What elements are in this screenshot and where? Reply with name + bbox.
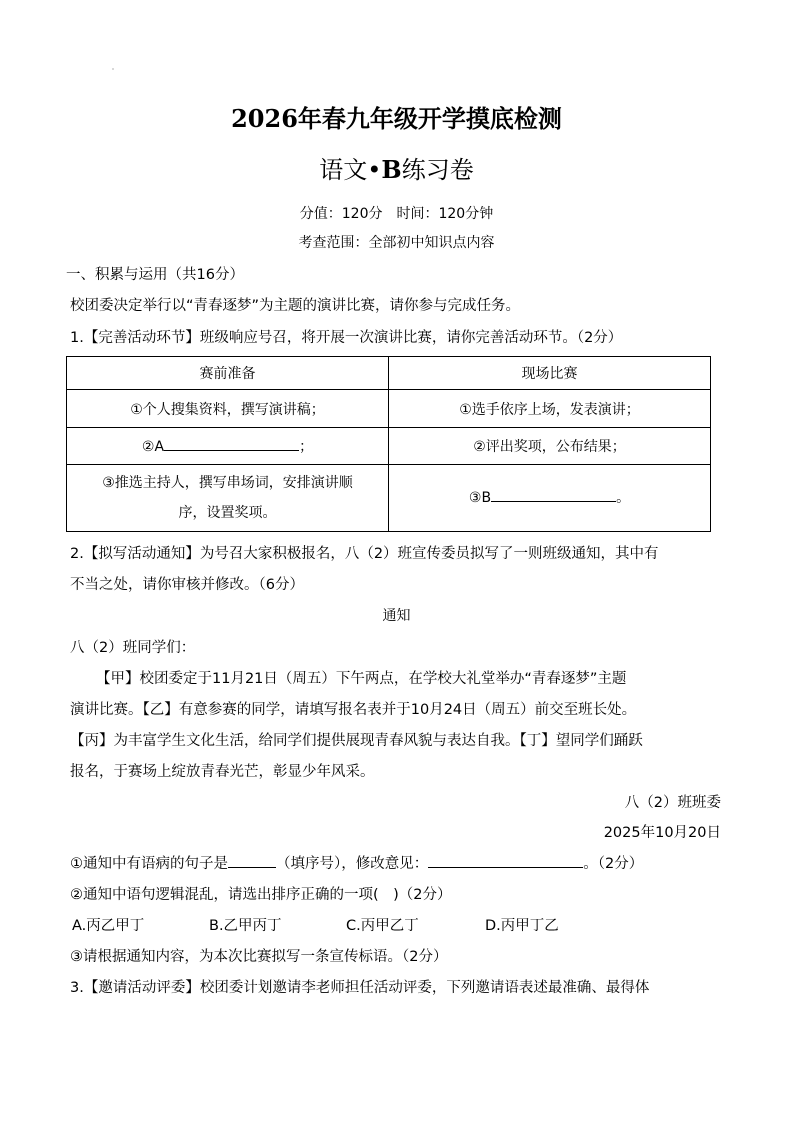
question-2-line2: 不当之处，请你审核并修改。（6分） — [70, 577, 304, 593]
activity-table — [66, 356, 711, 532]
notice-paragraph-line: 【丙】为丰富学生文化生活，给同学们提供展现青春风貌与表达自我。【丁】望同学们踊跃 — [70, 733, 643, 749]
blank-b-suffix: 。 — [616, 490, 631, 506]
speck — [112, 68, 114, 70]
blank-b-label: ③B — [468, 490, 492, 506]
table-cell: ②评出奖项，公布结果； — [389, 428, 711, 465]
table-header-contest: 现场比赛 — [389, 357, 711, 390]
subquestion-2: ②通知中语句逻辑混乱，请选出排序正确的一项( )（2分） — [70, 887, 452, 903]
blank-a-label: ②A — [141, 439, 165, 455]
subquestion-1-prefix: ①通知中有语病的句子是 — [70, 856, 228, 872]
subtitle-subject: 语文 — [319, 156, 368, 184]
answer-blank-sentence[interactable] — [228, 867, 276, 868]
subquestion-1-middle: （填序号），修改意见： — [276, 856, 429, 872]
blank-a-suffix: ； — [299, 439, 314, 455]
answer-blank-b[interactable] — [491, 501, 616, 502]
notice-signer: 八（2）班班委 — [624, 795, 721, 811]
answer-blank-revision[interactable] — [428, 867, 583, 868]
notice-paragraph-line: 【甲】校团委定于11月21日（周五）下午两点，在学校大礼堂举办“青春逐梦”主题 — [96, 671, 627, 687]
notice-paragraph-line: 报名，于赛场上绽放青春光芒，彰显少年风采。 — [70, 764, 375, 780]
answer-blank-a[interactable] — [164, 450, 299, 451]
option-a[interactable]: A.丙乙甲丁 — [72, 918, 145, 934]
notice-paragraph-line: 演讲比赛。【乙】有意参赛的同学，请填写报名表并于10月24日（周五）前交至班长处。 — [70, 702, 637, 718]
table-cell-blank-a — [67, 428, 389, 465]
subquestion-3: ③请根据通知内容，为本次比赛拟写一条宣传标语。（2分） — [70, 949, 448, 965]
section-heading: 一、积累与运用（共16分） — [66, 267, 244, 283]
page-title: 2026年春九年级开学摸底检测 — [231, 104, 562, 133]
subquestion-1 — [70, 852, 643, 873]
option-b[interactable]: B.乙甲丙丁 — [209, 918, 282, 934]
section-intro: 校团委决定举行以“青春逐梦”为主题的演讲比赛，请你参与完成任务。 — [70, 298, 521, 314]
subtitle-dot: • — [367, 156, 382, 184]
table-cell-line: 序，设置奖项。 — [178, 505, 277, 521]
table-header-prep: 赛前准备 — [67, 357, 389, 390]
table-cell: ①选手依序上场，发表演讲； — [389, 390, 711, 428]
notice-date: 2025年10月20日 — [603, 825, 721, 841]
scope-line: 考查范围：全部初中知识点内容 — [298, 235, 495, 251]
question-2-line1: 2.【拟写活动通知】为号召大家积极报名，八（2）班宣传委员拟写了一则班级通知，其中有 — [70, 546, 659, 562]
question-1: 1.【完善活动环节】班级响应号召，将开展一次演讲比赛，请你完善活动环节。（2分） — [70, 330, 623, 346]
subquestion-1-suffix: 。（2分） — [583, 856, 644, 872]
table-cell: ①个人搜集资料，撰写演讲稿； — [67, 390, 389, 428]
question-3: 3.【邀请活动评委】校团委计划邀请李老师担任活动评委，下列邀请语表述最准确、最得体 — [70, 980, 650, 996]
option-c[interactable]: C.丙甲乙丁 — [346, 918, 419, 934]
table-cell — [67, 465, 389, 532]
table-cell-line: ③推选主持人，撰写串场词，安排演讲顺 — [102, 475, 353, 491]
option-d[interactable]: D.丙甲丁乙 — [485, 918, 559, 934]
page-subtitle — [0, 150, 793, 185]
subtitle-b: B — [381, 155, 402, 184]
score-time-line: 分值：120分 时间：120分钟 — [299, 206, 494, 222]
notice-title: 通知 — [382, 608, 411, 624]
notice-salutation: 八（2）班同学们： — [70, 640, 196, 656]
subtitle-rest: 练习卷 — [401, 156, 474, 184]
table-cell-blank-b — [389, 465, 711, 532]
